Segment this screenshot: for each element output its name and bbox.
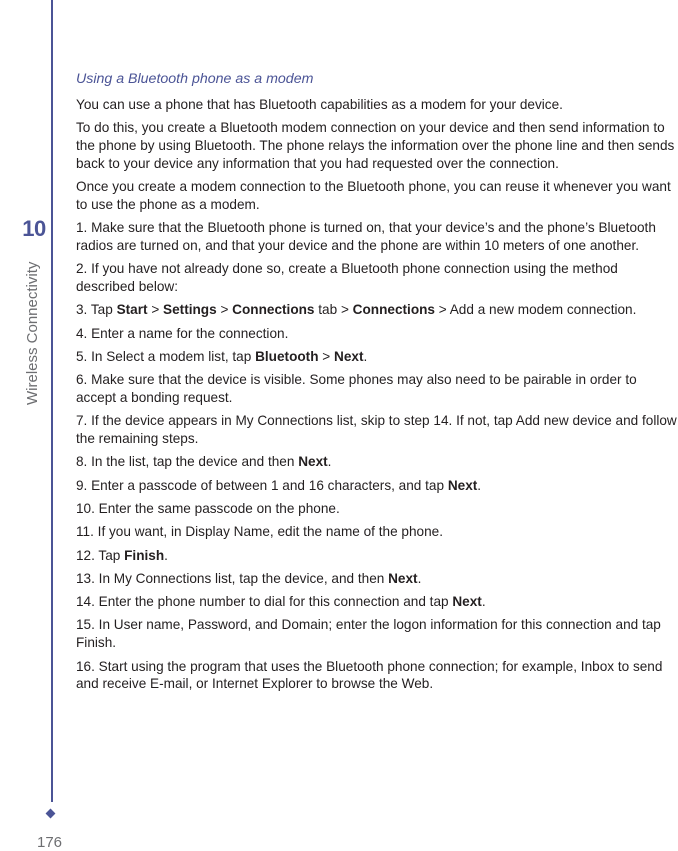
diamond-icon	[46, 809, 56, 819]
step-7: 7. If the device appears in My Connections list, skip to step 14. If not, tap Add new device and follow the remaining steps.	[76, 413, 677, 447]
step-5: 5. In Select a modem list, tap Bluetooth > Next.	[76, 348, 368, 364]
finish-label: Finish	[124, 547, 165, 563]
chapter-title: Wireless Connectivity	[24, 261, 41, 405]
step-4: 4. Enter a name for the connection.	[76, 325, 289, 341]
step-6: 6. Make sure that the device is visible. Some phones may also need to be pairable in order to accept a bonding request.	[76, 372, 637, 405]
next-label: Next	[298, 454, 328, 470]
step-10: 10. Enter the same passcode on the phone.	[76, 500, 340, 516]
intro-paragraph: Once you create a modem connection to the Bluetooth phone, you can reuse it whenever you want to use the phone as a modem.	[76, 178, 671, 212]
page-number: 176	[37, 834, 63, 851]
step-3: 3. Tap Start > Settings > Connections tab > Connections > Add a new modem connection.	[76, 302, 637, 318]
step-15: 15. In User name, Password, and Domain; enter the logon information for this connection and tap Finish.	[76, 617, 661, 651]
sidebar-rule	[51, 0, 53, 802]
intro-paragraph: To do this, you create a Bluetooth modem connection on your device and then send information to the phone by using Bluetooth. The phone relays the information over the phone line and then sends back to your device any information that you had requested over the connection.	[76, 120, 675, 171]
connections-label: Connections	[352, 302, 435, 318]
bluetooth-label: Bluetooth	[255, 348, 319, 364]
step-2: 2. If you have not already done so, create a Bluetooth phone connection using the method described below:	[76, 261, 618, 294]
section-title: Using a Bluetooth phone as a modem	[76, 71, 314, 87]
start-label: Start	[116, 302, 148, 318]
step-11: 11. If you want, in Display Name, edit the name of the phone.	[76, 524, 443, 540]
step-13: 13. In My Connections list, tap the device, and then Next.	[76, 570, 422, 586]
next-label: Next	[447, 477, 478, 493]
next-label: Next	[334, 348, 364, 364]
page-content	[76, 71, 678, 699]
settings-label: Settings	[163, 302, 217, 318]
chapter-number: 10	[22, 216, 46, 241]
step-14: 14. Enter the phone number to dial for this connection and tap Next.	[76, 594, 486, 610]
intro-paragraph: You can use a phone that has Bluetooth capabilities as a modem for your device.	[76, 96, 563, 112]
step-12: 12. Tap Finish.	[76, 547, 168, 563]
step-16: 16. Start using the program that uses the Bluetooth phone connection; for example, Inbox to send and receive E-mail, or Internet Explorer to browse the Web.	[76, 658, 663, 692]
step-1: 1. Make sure that the Bluetooth phone is turned on, that your device’s and the phone’s Bluetooth radios are turned on, and that your device and the phone are within 10 meters of one another.	[76, 220, 656, 253]
next-label: Next	[388, 570, 418, 586]
next-label: Next	[452, 594, 482, 610]
connections-tab-label: Connections	[232, 302, 315, 318]
step-8: 8. In the list, tap the device and then Next.	[76, 454, 332, 470]
step-9: 9. Enter a passcode of between 1 and 16 characters, and tap Next.	[76, 477, 482, 493]
